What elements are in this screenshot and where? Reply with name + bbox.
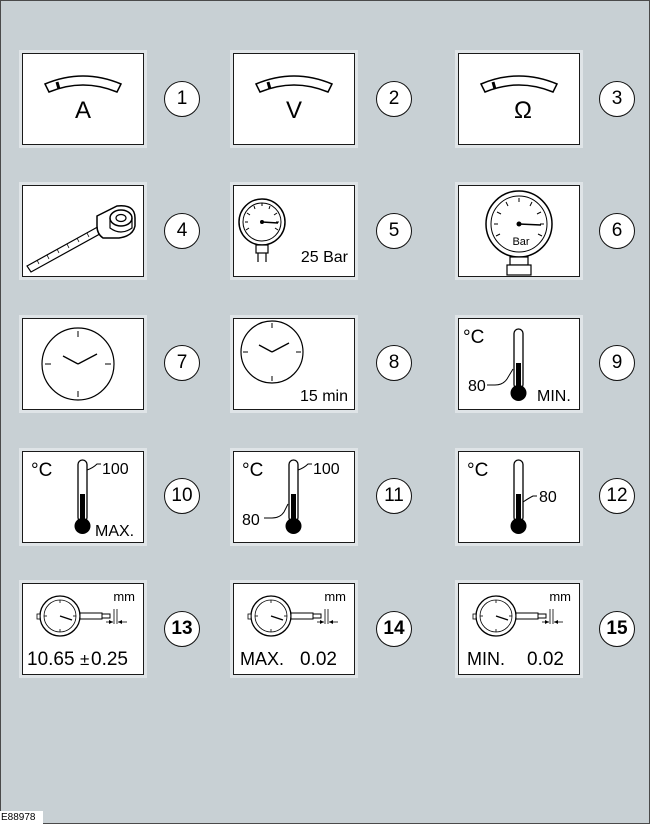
temperature-unit: °C <box>463 327 485 348</box>
temperature-value: 80 <box>539 489 557 506</box>
temperature-qualifier: MAX. <box>95 523 135 540</box>
measurement-qualifier: MAX. <box>240 649 285 669</box>
item-number-3: 3 <box>599 81 635 117</box>
clock-icon <box>23 319 143 409</box>
item-number-2: 2 <box>376 81 412 117</box>
thermometer-min-tile <box>458 318 580 410</box>
item-number-8: 8 <box>376 345 412 381</box>
timer-tile <box>233 318 355 410</box>
measurement-value: 0.02 <box>300 649 337 670</box>
ammeter-symbol: A <box>74 97 92 124</box>
item-number-14: 14 <box>376 611 412 647</box>
voltmeter-icon <box>234 54 354 144</box>
item-number-10: 10 <box>164 478 200 514</box>
thermometer-target-tile <box>458 451 580 543</box>
item-number-1: 1 <box>164 81 200 117</box>
temperature-value: 100 <box>102 461 129 478</box>
temperature-low-value: 80 <box>242 512 260 529</box>
measurement-qualifier: MIN. <box>467 649 505 669</box>
item-number-15: 15 <box>599 611 635 647</box>
pressure-gauge-large-tile <box>458 185 580 277</box>
measurement-unit: mm <box>113 589 135 604</box>
thermometer-icon <box>23 452 143 542</box>
voltmeter-symbol: V <box>285 97 303 124</box>
gauge-label: 25 Bar <box>300 249 348 266</box>
thermometer-icon <box>459 319 579 409</box>
item-number-6: 6 <box>599 213 635 249</box>
measurement-value: 10.65 <box>27 649 75 670</box>
temperature-unit: °C <box>242 460 264 481</box>
tape-measure-icon <box>23 186 143 276</box>
ammeter-tile <box>22 53 144 145</box>
voltmeter-tile <box>233 53 355 145</box>
item-number-4: 4 <box>164 213 200 249</box>
pressure-gauge-icon <box>234 186 354 276</box>
timer-clock-icon <box>234 319 354 409</box>
measurement-value: 0.02 <box>527 649 564 670</box>
tape-measure-tile <box>22 185 144 277</box>
temperature-unit: °C <box>467 460 489 481</box>
tolerance-sign: ± <box>80 650 90 669</box>
thermometer-range-tile <box>233 451 355 543</box>
dial-indicator-min-tile <box>458 583 580 675</box>
temperature-high-value: 100 <box>313 461 340 478</box>
item-number-9: 9 <box>599 345 635 381</box>
ohmmeter-icon <box>459 54 579 144</box>
thermometer-icon <box>459 452 579 542</box>
temperature-qualifier: MIN. <box>537 388 571 405</box>
ohmmeter-tile <box>458 53 580 145</box>
timer-label: 15 min <box>299 388 348 405</box>
clock-tile <box>22 318 144 410</box>
measurement-unit: mm <box>324 589 346 604</box>
dial-indicator-icon <box>459 584 579 674</box>
pressure-gauge-small-tile <box>233 185 355 277</box>
ohmmeter-symbol: Ω <box>514 97 532 124</box>
temperature-unit: °C <box>31 460 53 481</box>
item-number-11: 11 <box>376 478 412 514</box>
item-number-12: 12 <box>599 478 635 514</box>
dial-indicator-tolerance-tile <box>22 583 144 675</box>
figure-reference: E88978 <box>0 811 43 824</box>
item-number-13: 13 <box>164 611 200 647</box>
temperature-value: 80 <box>468 378 486 395</box>
pressure-gauge-large-icon <box>459 186 579 276</box>
item-number-7: 7 <box>164 345 200 381</box>
thermometer-max-tile <box>22 451 144 543</box>
measurement-unit: mm <box>549 589 571 604</box>
item-number-5: 5 <box>376 213 412 249</box>
dial-indicator-max-tile <box>233 583 355 675</box>
dial-indicator-icon <box>23 584 143 674</box>
measurement-tolerance: 0.25 <box>91 649 128 670</box>
dial-indicator-icon <box>234 584 354 674</box>
thermometer-icon <box>234 452 354 542</box>
ammeter-icon <box>23 54 143 144</box>
gauge-dial-label: Bar <box>512 236 530 248</box>
